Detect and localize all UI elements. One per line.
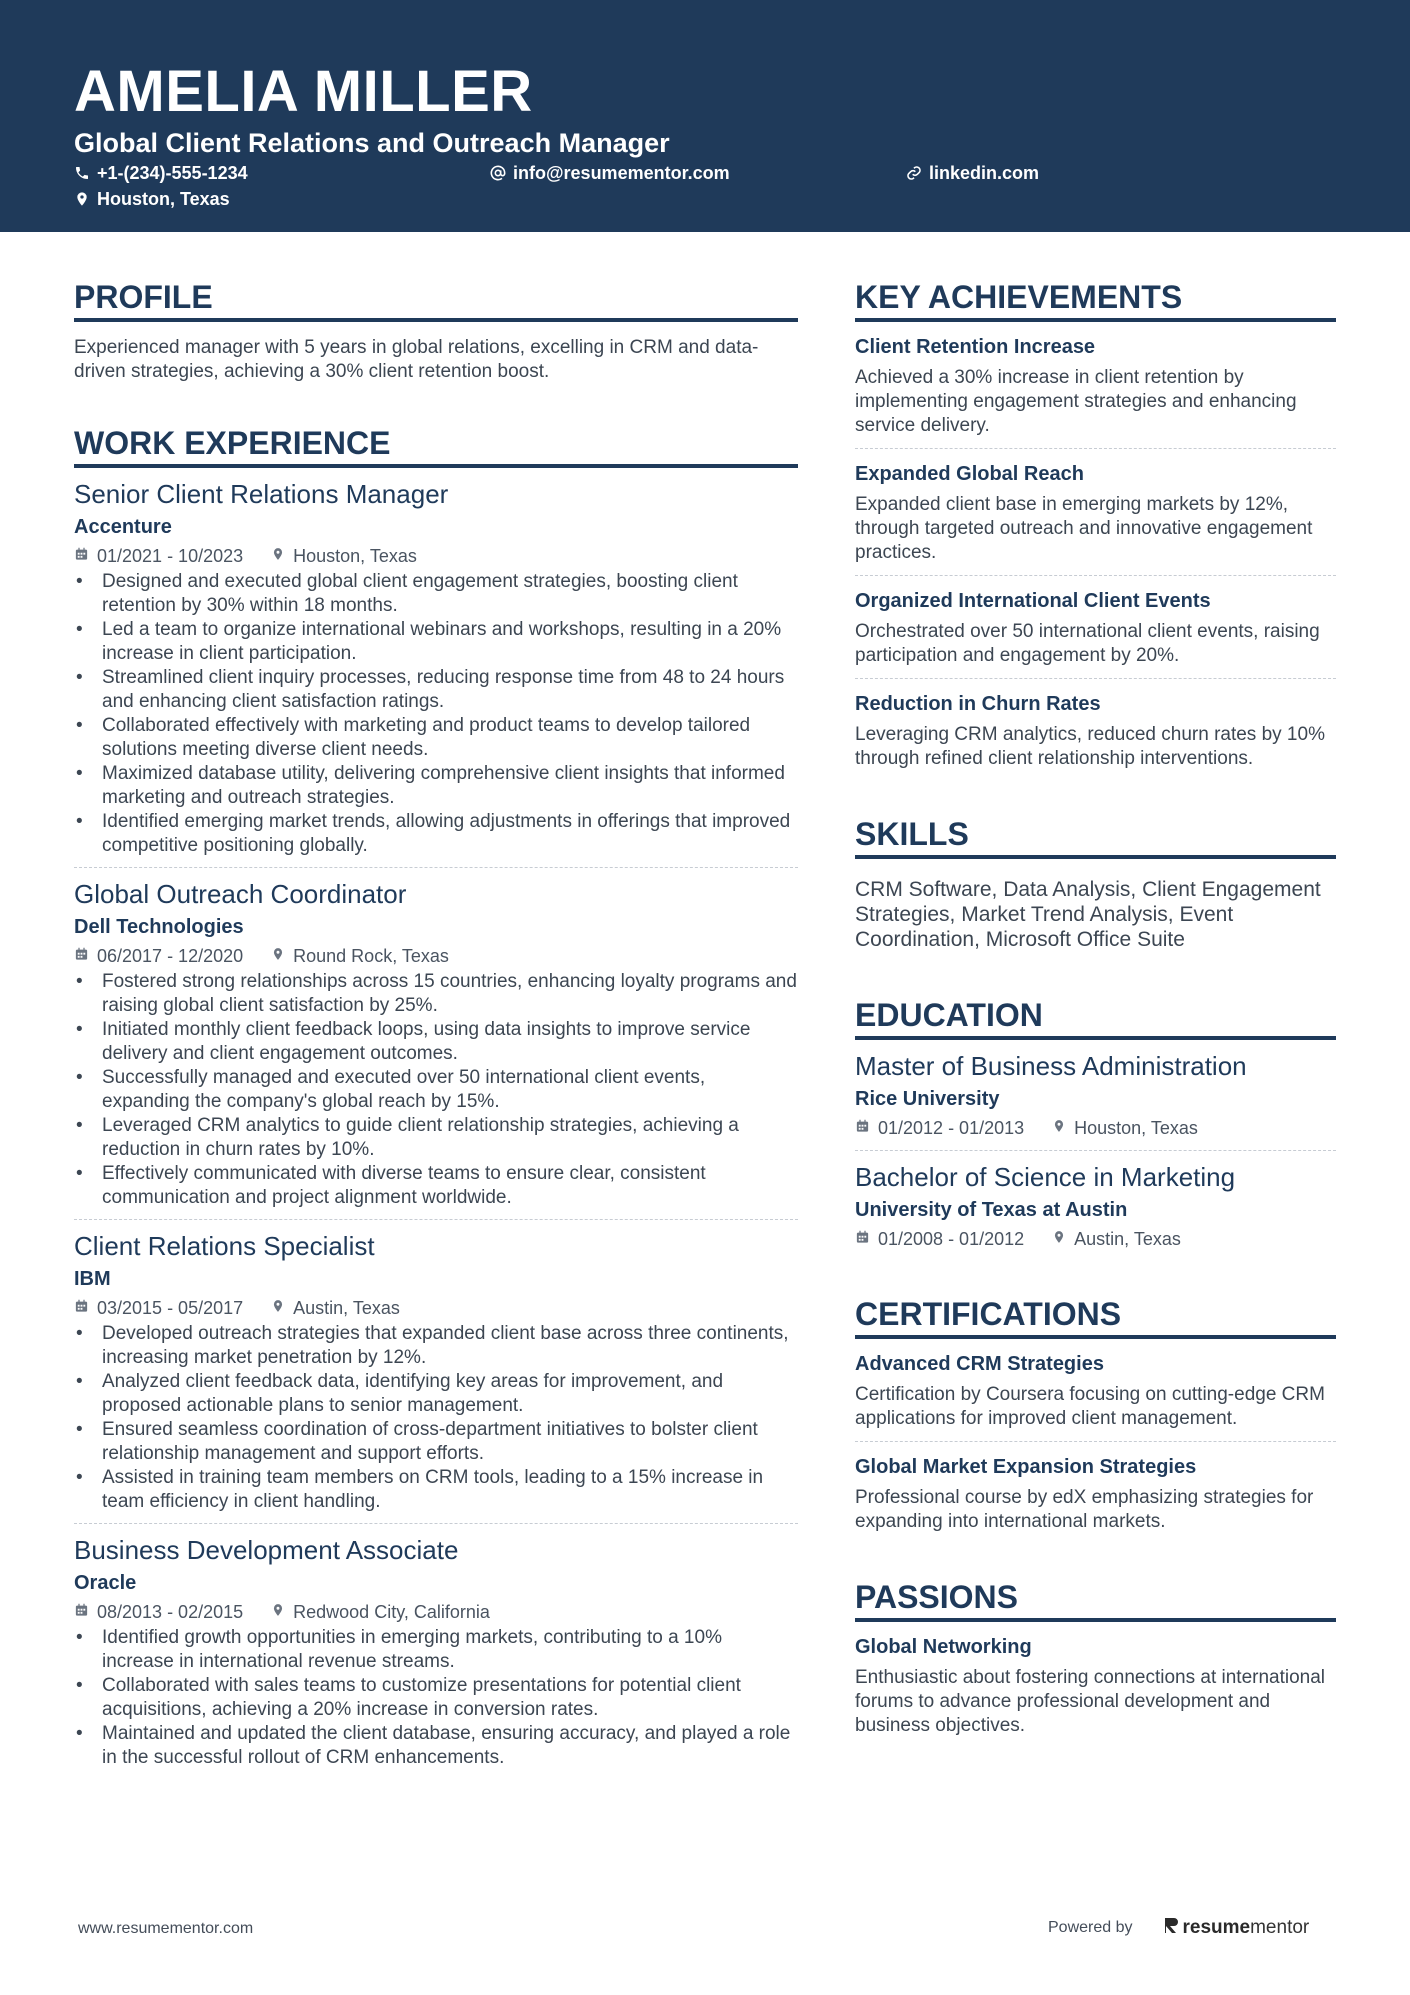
section-title: CERTIFICATIONS bbox=[855, 1295, 1336, 1339]
certification-item bbox=[855, 1442, 1336, 1544]
profile-text: Experienced manager with 5 years in global relations, excelling in CRM and data-driven strategies, achieving a 30% client retention boost. bbox=[74, 337, 759, 382]
bullet: • Identified growth opportunities in emerging markets, contributing to a 10% increase in international revenue streams. bbox=[74, 1626, 798, 1674]
skills-section bbox=[855, 815, 1336, 952]
section-title: KEY ACHIEVEMENTS bbox=[855, 278, 1336, 322]
company-name: Dell Technologies bbox=[74, 916, 244, 938]
achievement-title: Reduction in Churn Rates bbox=[855, 693, 1101, 715]
achievement-item bbox=[855, 322, 1336, 449]
education-item bbox=[855, 1151, 1336, 1261]
job-meta bbox=[74, 1296, 798, 1320]
candidate-name: AMELIA MILLER bbox=[74, 59, 533, 124]
certification-title: Global Market Expansion Strategies bbox=[855, 1456, 1197, 1478]
map-pin-icon bbox=[271, 1296, 285, 1320]
certification-text: Certification by Coursera focusing on cutting-edge CRM applications for improved client management. bbox=[855, 1384, 1325, 1429]
linkedin-text[interactable]: linkedin.com bbox=[929, 163, 1040, 183]
bullet: • Led a team to organize international webinars and workshops, resulting in a 20% increase in client participation. bbox=[74, 618, 798, 666]
job-dates: 06/2017 - 12/2020 bbox=[97, 946, 244, 966]
degree: Master of Business Administration bbox=[855, 1051, 1247, 1081]
brand-bold: resume bbox=[1182, 1917, 1251, 1938]
passions-section bbox=[855, 1578, 1336, 1748]
job-location: Round Rock, Texas bbox=[293, 946, 449, 966]
company-name: Accenture bbox=[74, 516, 172, 538]
job-bullets bbox=[74, 1626, 798, 1770]
profile-section bbox=[74, 278, 798, 384]
job-entry bbox=[74, 468, 798, 868]
bullet: • Effectively communicated with diverse teams to ensure clear, consistent communication and project alignment worldwide. bbox=[74, 1162, 798, 1210]
section-title: PROFILE bbox=[74, 278, 798, 322]
school: Rice University bbox=[855, 1088, 1000, 1110]
section-title: WORK EXPERIENCE bbox=[74, 424, 798, 468]
location-text: Houston, Texas bbox=[97, 189, 230, 209]
degree: Bachelor of Science in Marketing bbox=[855, 1162, 1236, 1192]
bullet: • Identified emerging market trends, allowing adjustments in offerings that improved competitive positioning globally. bbox=[74, 810, 798, 858]
education-dates: 01/2008 - 01/2012 bbox=[878, 1229, 1025, 1249]
contact-linkedin bbox=[906, 162, 1039, 184]
map-pin-icon bbox=[74, 191, 90, 207]
brand-light: mentor bbox=[1250, 1917, 1310, 1938]
footer-website[interactable]: www.resumementor.com bbox=[78, 1920, 254, 1937]
education-meta bbox=[855, 1227, 1336, 1251]
achievement-title: Expanded Global Reach bbox=[855, 463, 1084, 485]
phone-text[interactable]: +1-(234)-555-1234 bbox=[97, 163, 248, 183]
education-dates: 01/2012 - 01/2013 bbox=[878, 1118, 1025, 1138]
bullet: • Collaborated effectively with marketing and product teams to develop tailored solutions meeting diverse client needs. bbox=[74, 714, 798, 762]
company-name: Oracle bbox=[74, 1572, 137, 1594]
passion-title: Global Networking bbox=[855, 1636, 1032, 1658]
email-text[interactable]: info@resumementor.com bbox=[513, 163, 730, 183]
school: University of Texas at Austin bbox=[855, 1199, 1128, 1221]
bullet: • Analyzed client feedback data, identifying key areas for improvement, and proposed actionable plans to senior management. bbox=[74, 1370, 798, 1418]
education-meta bbox=[855, 1116, 1336, 1140]
achievements-section bbox=[855, 278, 1336, 781]
job-meta bbox=[74, 1600, 798, 1624]
left-column bbox=[74, 278, 798, 1779]
job-dates: 01/2021 - 10/2023 bbox=[97, 546, 244, 566]
education-section bbox=[855, 996, 1336, 1261]
map-pin-icon bbox=[271, 544, 285, 568]
achievement-title: Organized International Client Events bbox=[855, 590, 1211, 612]
passion-item bbox=[855, 1622, 1336, 1748]
job-bullets bbox=[74, 970, 798, 1210]
education-location: Austin, Texas bbox=[1074, 1229, 1181, 1249]
map-pin-icon bbox=[1052, 1227, 1066, 1251]
calendar-icon bbox=[74, 544, 89, 568]
bullet: • Maximized database utility, delivering comprehensive client insights that informed marketing and outreach strategies. bbox=[74, 762, 798, 810]
bullet: • Collaborated with sales teams to customize presentations for potential client acquisitions, achieving a 20% increase in conversion rates. bbox=[74, 1674, 798, 1722]
brand-logo[interactable] bbox=[1163, 1916, 1310, 1940]
bullet: • Ensured seamless coordination of cross-department initiatives to bolster client relationship management and support efforts. bbox=[74, 1418, 798, 1466]
job-location: Houston, Texas bbox=[293, 546, 417, 566]
section-title: PASSIONS bbox=[855, 1578, 1336, 1622]
job-meta bbox=[74, 544, 798, 568]
section-title: SKILLS bbox=[855, 815, 1336, 859]
contact-phone bbox=[74, 162, 248, 184]
calendar-icon bbox=[855, 1227, 870, 1251]
education-item bbox=[855, 1040, 1336, 1151]
map-pin-icon bbox=[271, 1600, 285, 1624]
bullet: • Streamlined client inquiry processes, reducing response time from 48 to 24 hours and enhancing client satisfaction ratings. bbox=[74, 666, 798, 714]
job-entry bbox=[74, 1524, 798, 1779]
certification-text: Professional course by edX emphasizing strategies for expanding into international markets. bbox=[855, 1487, 1314, 1532]
achievement-text: Expanded client base in emerging markets by 12%, through targeted outreach and innovative engagement practices. bbox=[855, 494, 1313, 563]
job-bullets bbox=[74, 570, 798, 858]
footer-powered bbox=[1048, 1916, 1309, 1940]
calendar-icon bbox=[855, 1116, 870, 1140]
calendar-icon bbox=[74, 1600, 89, 1624]
bullet: • Leveraged CRM analytics to guide client relationship strategies, achieving a reduction in churn rates by 10%. bbox=[74, 1114, 798, 1162]
map-pin-icon bbox=[271, 944, 285, 968]
job-title: Client Relations Specialist bbox=[74, 1231, 375, 1261]
skills-text: CRM Software, Data Analysis, Client Engagement Strategies, Market Trend Analysis, Event Coordination, Microsoft Office Suite bbox=[855, 878, 1321, 951]
certification-title: Advanced CRM Strategies bbox=[855, 1353, 1104, 1375]
header bbox=[0, 0, 1410, 232]
bullet: • Designed and executed global client engagement strategies, boosting client retention by 30% within 18 months. bbox=[74, 570, 798, 618]
company-name: IBM bbox=[74, 1268, 111, 1290]
job-title: Global Outreach Coordinator bbox=[74, 879, 407, 909]
bullet: • Assisted in training team members on CRM tools, leading to a 15% increase in team efficiency in client handling. bbox=[74, 1466, 798, 1514]
certification-item bbox=[855, 1339, 1336, 1442]
job-bullets bbox=[74, 1322, 798, 1514]
resumementor-icon bbox=[1163, 1916, 1179, 1940]
achievement-item bbox=[855, 449, 1336, 576]
job-dates: 03/2015 - 05/2017 bbox=[97, 1298, 244, 1318]
phone-icon bbox=[74, 165, 90, 181]
job-location: Redwood City, California bbox=[293, 1602, 490, 1622]
link-icon bbox=[906, 165, 922, 181]
job-entry bbox=[74, 1220, 798, 1524]
contact-email bbox=[490, 162, 730, 184]
section-title: EDUCATION bbox=[855, 996, 1336, 1040]
achievement-text: Orchestrated over 50 international client events, raising participation and engagement by 20%. bbox=[855, 621, 1320, 666]
bullet: • Maintained and updated the client database, ensuring accuracy, and played a role in the successful rollout of CRM enhancements. bbox=[74, 1722, 798, 1770]
bullet: • Developed outreach strategies that expanded client base across three continents, increasing market penetration by 12%. bbox=[74, 1322, 798, 1370]
achievement-text: Achieved a 30% increase in client retention by implementing engagement strategies and enhancing service delivery. bbox=[855, 367, 1297, 436]
job-location: Austin, Texas bbox=[293, 1298, 400, 1318]
achievement-item bbox=[855, 679, 1336, 781]
at-icon bbox=[490, 165, 506, 181]
experience-section bbox=[74, 424, 798, 1779]
bullet: • Fostered strong relationships across 15 countries, enhancing loyalty programs and raising global client satisfaction by 25%. bbox=[74, 970, 798, 1018]
bullet: • Successfully managed and executed over 50 international client events, expanding the company's global reach by 15%. bbox=[74, 1066, 798, 1114]
job-meta bbox=[74, 944, 798, 968]
certifications-section bbox=[855, 1295, 1336, 1544]
job-entry bbox=[74, 868, 798, 1220]
map-pin-icon bbox=[1052, 1116, 1066, 1140]
achievement-item bbox=[855, 576, 1336, 679]
powered-by-text: Powered by bbox=[1048, 1919, 1133, 1936]
achievement-text: Leveraging CRM analytics, reduced churn rates by 10% through refined client relationship interventions. bbox=[855, 724, 1325, 769]
calendar-icon bbox=[74, 944, 89, 968]
education-location: Houston, Texas bbox=[1074, 1118, 1198, 1138]
candidate-role: Global Client Relations and Outreach Manager bbox=[74, 128, 670, 158]
right-column bbox=[855, 278, 1336, 1748]
achievement-title: Client Retention Increase bbox=[855, 336, 1096, 358]
contact-location bbox=[74, 188, 230, 210]
passion-text: Enthusiastic about fostering connections at international forums to advance professional development and business objectives. bbox=[855, 1667, 1326, 1736]
calendar-icon bbox=[74, 1296, 89, 1320]
job-title: Senior Client Relations Manager bbox=[74, 479, 449, 509]
bullet: • Initiated monthly client feedback loops, using data insights to improve service delivery and client engagement outcomes. bbox=[74, 1018, 798, 1066]
job-dates: 08/2013 - 02/2015 bbox=[97, 1602, 244, 1622]
job-title: Business Development Associate bbox=[74, 1535, 459, 1565]
